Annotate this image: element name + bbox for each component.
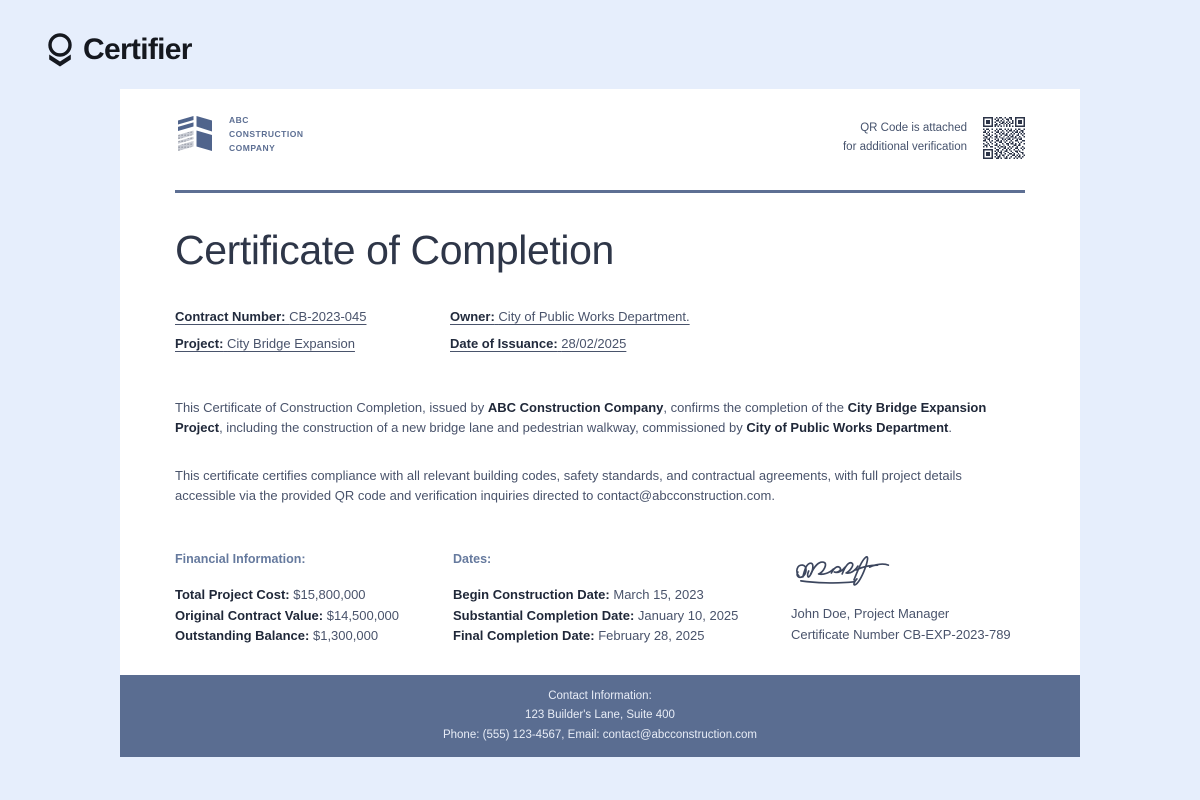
qr-verification-block [843,113,1025,159]
certificate-meta [175,307,1025,354]
issuer-name-line-1: ABC [229,115,249,126]
dates-row-final-completion [453,626,791,646]
qr-caption [843,119,967,156]
financial-row-outstanding-balance [175,626,453,646]
signature-column [791,552,1025,646]
meta-project [175,334,450,354]
financial-row-original-contract-value-label: Original Contract Value: [175,607,324,623]
financial-row-total-project-cost-value: $15,800,000 [293,587,366,603]
statement-part-2: , confirms the completion of the [663,399,848,415]
certificate-body [120,89,1080,675]
footer-contact-heading: Contact Information: [548,690,652,703]
footer-phone-email: Phone: (555) 123-4567, Email: contact@abcconstruction.com [442,728,758,741]
certificate-title: Certificate of Completion [175,226,614,273]
statement-owner: City of Public Works Department [746,420,949,436]
financial-row-original-contract-value-value: $14,500,000 [326,607,400,623]
statement-part-3: , including the construction of a new bridge lane and pedestrian walkway, commissioned by [219,420,747,436]
certificate-footer [120,675,1080,757]
financial-information-heading: Financial Information: [175,552,306,567]
issuer-block [175,113,303,157]
financial-row-original-contract-value [175,606,453,626]
meta-owner-label: Owner: [450,308,495,324]
certifier-wordmark: Certifier [83,33,192,66]
dates-heading: Dates: [453,552,492,567]
dates-row-substantial-completion [453,606,791,626]
meta-contract-number-value: CB-2023-045 [289,308,367,324]
financial-row-outstanding-balance-label: Outstanding Balance: [175,628,310,644]
meta-owner-value: City of Public Works Department. [498,308,690,324]
certifier-badge-icon [46,33,74,67]
issuer-name-line-3: COMPANY [229,142,276,153]
certificate-compliance-paragraph: This certificate certifies compliance with all relevant building codes, safety standards, and contractual agreements, with full project details accessible via the provided QR code and verification inquiries directed to contact@abcconstruction.com. [175,468,962,504]
dates-row-begin-construction-value: March 15, 2023 [613,587,704,603]
financial-information-column [175,552,453,646]
certificate-statement-paragraph [175,398,1025,438]
handwritten-signature-icon [791,554,1025,592]
certificate-header [175,89,1025,159]
meta-project-label: Project: [175,335,224,351]
meta-project-value: City Bridge Expansion [227,335,355,351]
footer-address: 123 Builder's Lane, Suite 400 [525,709,675,722]
financial-row-total-project-cost-label: Total Project Cost: [175,587,290,603]
dates-row-final-completion-value: February 28, 2025 [598,628,705,644]
financial-row-outstanding-balance-value: $1,300,000 [312,628,379,644]
qr-caption-line-1: QR Code is attached [860,122,967,135]
statement-issuer: ABC Construction Company [487,399,664,415]
issuer-name-line-2: CONSTRUCTION [229,129,304,140]
meta-date-of-issuance-label: Date of Issuance: [450,335,558,351]
dates-column [453,552,791,646]
meta-date-of-issuance [450,334,1025,354]
statement-part-4: . [948,420,952,436]
certificate-details [175,552,1025,646]
certificate-card [120,89,1080,757]
dates-row-substantial-completion-label: Substantial Completion Date: [453,607,635,623]
meta-contract-number [175,307,450,327]
dates-row-substantial-completion-value: January 10, 2025 [637,607,739,623]
statement-project: City Bridge Expansion Project [175,399,987,436]
qr-caption-line-2: for additional verification [842,141,967,153]
meta-date-of-issuance-value: 28/02/2025 [561,335,627,351]
issuer-name [229,114,303,155]
dates-row-final-completion-label: Final Completion Date: [453,628,595,644]
meta-contract-number-label: Contract Number: [175,308,286,324]
statement-part-1: This Certificate of Construction Completion, issued by [175,399,488,415]
certifier-brand-bar [46,33,192,67]
signature-meta [791,604,1025,645]
dates-row-begin-construction-label: Begin Construction Date: [453,587,610,603]
dates-row-begin-construction [453,585,791,605]
meta-owner [450,307,1025,327]
abc-construction-building-icon [175,113,219,157]
financial-row-total-project-cost [175,585,453,605]
header-divider [175,190,1025,193]
signatory-name-title: John Doe, Project Manager [791,606,950,622]
certificate-number: Certificate Number CB-EXP-2023-789 [791,626,1011,642]
qr-code-icon[interactable] [983,117,1025,159]
